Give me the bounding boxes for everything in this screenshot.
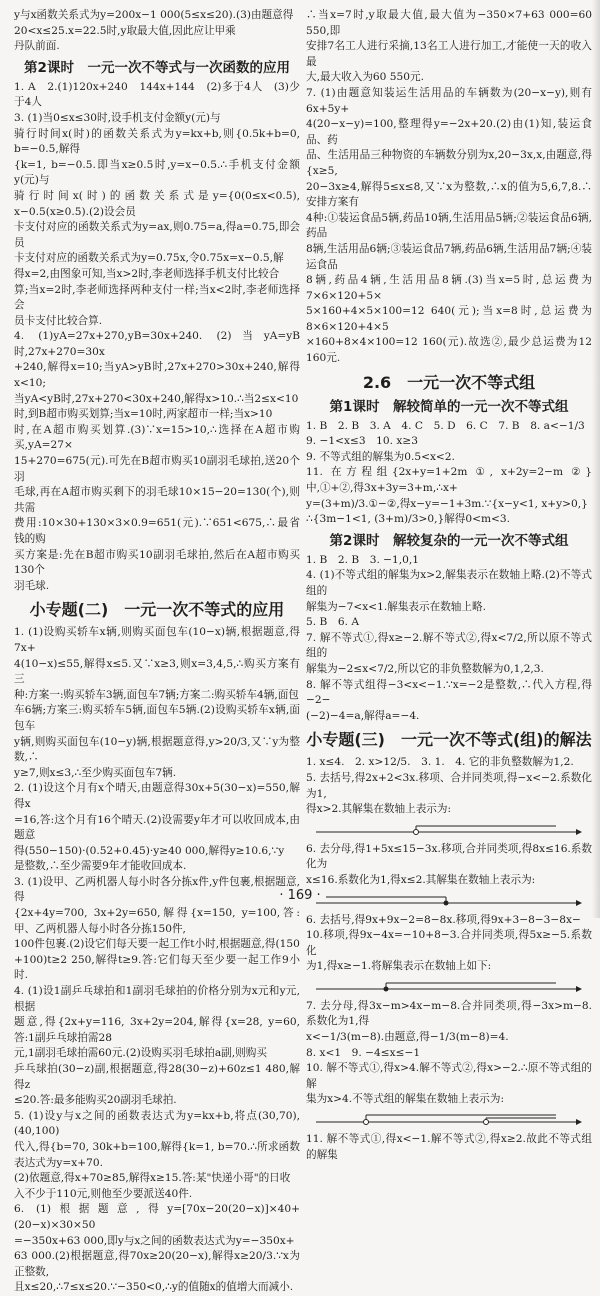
answer-line: 10.移项,得9x−4x=−10+8−3.合并同类项,得5x≥−5.系数化 [306, 929, 592, 957]
page-number: · 169 · [279, 888, 321, 903]
special3-title: 小专题(三) 一元一次不等式(组)的解法 [306, 730, 592, 750]
answer-line: 种:方案一:购买轿车3辆,面包车7辆;方案二:购买轿车4辆,面包 [14, 688, 299, 701]
answer-line: 时,在A超市购买划算.(3)∵x=15>10,∴选择在A超市购买,yA=27× [14, 423, 300, 452]
answer-line: 解集为−7<x<1.解集表示在数轴上略. [306, 600, 486, 613]
right-column [306, 8, 592, 1163]
answer-line: 且x≤20,∴7≤x≤20.∵−350<0,∴y的值随x的值增大而减小. [14, 1281, 294, 1294]
answer-line: 15+270=675(元).可先在B超市购买10副羽毛球拍,送20个羽 [14, 455, 300, 483]
answer-line: 骑行时间x(时)的函数关系式是y={0(0≤x<0.5), x−0.5(x≥0.5).(2)设会员 [14, 189, 300, 218]
special3-answers [306, 755, 592, 1163]
section-2-6-title: 2.6 一元一次不等式组 [362, 372, 536, 392]
special3-part-e [306, 1132, 592, 1163]
answer-line: 7. 解不等式①,得x≥−2.解不等式②,得x<7/2,所以原不等式组的 [306, 631, 592, 660]
answer-line: 8辆,药品4辆,生活用品8辆.(3)当x=5时,总运费为7×6×120+5× [306, 274, 592, 302]
special3-part-c [306, 913, 592, 975]
special3-part-a [306, 755, 592, 817]
answer-line: 7. 去分母,得3x−m>4x−m−8.合并同类项,得−3x>m−8.系数化为1,得 [306, 999, 592, 1028]
answer-line: 安排7名工人进行采摘,13名工人进行加工,才能使一天的收入最 [306, 40, 592, 68]
answer-line: y与x函数关系式为y=200x−1 000(5≤x≤20).(3)由题意得 [14, 9, 294, 21]
answer-line: 4(10−x)≤55,解得x≤5.又∵x≥3,则x=3,4,5,∴购买方案有三 [14, 657, 300, 686]
number-line-3 [306, 977, 592, 997]
answer-line: 4(20−x−y)=100,整理得y=−2x+20.(2)由(1)知,装运食品、药 [306, 118, 592, 146]
answer-line: {k=1, b=−0.5.即当x≥0.5时,y=x−0.5.∴手机支付金额y(元)与 [14, 158, 300, 187]
answer-line: 11. 在方程组{2x+y=1+2m ①, x+2y=2−m ②}中,①+②,得3x+3y=3+m,∴x+ [306, 466, 592, 495]
answer-line: (2)依题意,得x+70≥85,解得x≥15.答:某"快递小哥"的日收 [14, 1172, 291, 1185]
answer-line: 品、生活用品三种物资的车辆数分别为x,20−3x,x,由题意,得{x≥5, [306, 149, 592, 177]
answer-line: 为1,得x≥−1.将解集表示在数轴上如下: [306, 960, 492, 973]
answer-line: 是整数,∴至少需要9年才能收回成本. [14, 860, 187, 873]
lesson2-title: 第2课时 一元一次不等式与一次函数的应用 [24, 59, 290, 76]
right-intro [306, 8, 592, 367]
answer-line: ∴{3m−1<1, (3+m)/3>0,}解得0<m<3. [306, 513, 511, 526]
answer-line: (−2)−4=a,解得a=−4. [306, 709, 420, 722]
answer-line: 1. A 2.(1)120x+240 144x+144 (2)多于4人 (3)少于4人 [14, 80, 300, 109]
answer-line: 4种:①装运食品5辆,药品10辆,生活用品5辆;②装运食品6辆,药品 [306, 211, 592, 240]
answer-line: 买方案是:先在B超市购买10副羽毛球拍,然后在A超市购买130个 [14, 548, 300, 577]
answer-line: 4. (1)yA=27x+270,yB=30x+240. (2)当yA=yB时,27x+270=30x [14, 330, 300, 358]
special2-answers [14, 625, 300, 1296]
answer-line: 5. 去括号,得2x+2<3x.移项、合并同类项,得−x<−2.系数化为1, [306, 771, 592, 800]
answer-line: 6. 去括号,得9x+9x−2=8−8x.移项,得9x+3−8−3−8x− [306, 913, 581, 926]
answer-line: +100)t≥2 250,解得t≥9.答:它们每天至少要一起工作9小时. [14, 953, 300, 982]
number-line-4 [306, 1110, 592, 1130]
answer-line: 7. (1)由题意知装运生活用品的车辆数为(20−x−y),则有6x+5y+ [306, 86, 592, 115]
answer-line: 解集为−2≤x<7/2,所以它的非负整数解为0,1,2,3. [306, 662, 544, 675]
answer-line: 1. (1)设购买轿车x辆,则购买面包车(10−x)辆,根据题意,得7x+ [14, 626, 300, 654]
answer-line: 8. x<1 9. −4≤x≤−1 [306, 1046, 421, 1059]
lesson2b-answers [306, 553, 592, 725]
answer-line: 5×160+4×5×100=12 640(元);当x=8时,总运费为8×6×120+4×5 [306, 305, 592, 333]
answer-line: 算;当x=2时,李老师选择两种支付一样;当x<2时,李老师选择会 [14, 283, 300, 312]
answer-line: 3. (1)设甲、乙两机器人每小时各分拣x件,y件包裹,根据题意,得 [14, 875, 300, 904]
answer-line: 5. B 6. A [306, 616, 359, 629]
special3-part-b [306, 842, 592, 889]
answer-line: 员卡支付比较合算. [14, 314, 103, 327]
answer-line: 9. 不等式组的解集为0.5<x<2. [306, 450, 455, 463]
number-line-1 [306, 820, 592, 840]
special2-title: 小专题(二) 一元一次不等式的应用 [29, 600, 285, 620]
left-column [14, 8, 300, 1296]
answer-line: 毛球,再在A超市购买剩下的羽毛球10×15−20=130(个),则共需 [14, 486, 300, 514]
answer-line: 羽毛球. [14, 579, 50, 592]
answer-line: 20−3x≥4,解得5≤x≤8,又∵x为整数,∴x的值为5,6,7,8.∴安排方案有 [306, 180, 592, 209]
answer-line: 费用:10×30+130×3×0.9=651(元).∵651<675,∴最省钱的购 [14, 517, 300, 545]
answer-line: 5. (1)设y与x之间的函数表达式为y=kx+b,将点(30,70),(40,100) [14, 1109, 300, 1138]
answer-line: 6. 去分母,得1+5x≤15−3x.移项,合并同类项,得8x≤16.系数化为 [306, 842, 592, 871]
answer-line: 11. 解不等式①,得x<−1.解不等式②,得x≥2.故此不等式组的解集 [306, 1133, 592, 1161]
answer-line: 得(550−150)·(0.52+0.45)·y≥40 000,解得y≥10.6,∵y [14, 844, 285, 857]
special3-part-d [306, 999, 592, 1108]
answer-line: y=(3+m)/3.①−②,得x−y=−1+3m.∵{x−y<1, x+y>0,} [306, 497, 588, 510]
answer-line: =16,答:这个月有16个晴天.(2)设需要y年才可以收回成本,由题意 [14, 813, 300, 842]
answer-line: 时,到B超市购买划算;当x=10时,两家超市一样;当x>10 [14, 408, 273, 421]
answer-line: y≥7,则x≤3,∴至少购买面包车7辆. [14, 766, 177, 779]
answer-line: x≤16.系数化为1,得x≤2.其解集在数轴上表示为: [306, 873, 536, 886]
answer-line: 4. (1)不等式组的解集为x>2,解集表示在数轴上略.(2)不等式组的 [306, 569, 592, 597]
answer-line: 2. (1)设这个月有x个晴天,由题意得30x+5(30−x)=550,解得x [14, 782, 300, 810]
answer-line: ≤20.答:最多能购买20副羽毛球拍. [14, 1094, 177, 1107]
answer-line: 10. 解不等式①,得x>4.解不等式②,得x>−2.∴原不等式组的解 [306, 1062, 592, 1090]
answer-line: 63 000.(2)根据题意,得70x≥20(20−x),解得x≥20/3.∵x为正整数, [14, 1250, 300, 1278]
answer-line: 1. B 2. B 3. A 4. C 5. D 6. C 7. B 8. a<−1/3 [306, 419, 585, 432]
answer-line: 得x=2,由图象可知,当x>2时,李老师选择手机支付比较合 [14, 267, 280, 280]
answer-line: 元,1副羽毛球拍需60元.(2)设购买羽毛球拍a副,则购买 [14, 1047, 267, 1060]
answer-line: {2x+4y=700, 3x+2y=650,解得{x=150, y=100,答:甲、乙两机器人每小时各分拣150件, [14, 907, 300, 935]
answer-line: =−350x+63 000,即y与x之间的函数表达式为y=−350x+ [14, 1234, 295, 1247]
answer-line: 乒乓球拍(30−z)副,根据题意,得28(30−z)+60z≤1 480,解得z [14, 1063, 300, 1091]
answer-line: 题意,得{2x+y=116, 3x+2y=204,解得{x=28, y=60,答:1副乒乓球拍需28 [14, 1016, 300, 1044]
answer-line: 当yA<yB时,27x+270<30x+240,解得x>10.∴当2≤x<10 [14, 392, 299, 405]
answer-line: 1. x≤4. 2. x>12/5. 3. 1. 4. 它的非负整数解为1,2. [306, 756, 574, 769]
answer-line: x<−1/3(m−8).由题意,得−1/3(m−8)=4. [306, 1031, 509, 1044]
answer-line: 代入,得{b=70, 30k+b=100,解得{k=1, b=70.∴所求函数表达式为y=x+70. [14, 1140, 300, 1169]
binding-shadow [592, 0, 600, 918]
answer-line: 100件包裹.(2)设它们每天要一起工作t小时,根据题意,得(150 [14, 938, 300, 951]
answer-line: 6. (1)根据题意,得y=[70x−20(20−x)]×40+(20−x)×30×50 [14, 1203, 300, 1231]
answer-line: 骑行时间x(时)的函数关系式为y=kx+b,则{0.5k+b=0, b=−0.5,解得 [14, 127, 300, 156]
answer-line: +240,解得x=10;当yA>yB时,27x+270>30x+240,解得x<10; [14, 361, 300, 390]
answer-line: 大,最大收入为60 550元. [306, 71, 424, 84]
answer-line: 车6辆;方案三:购买轿车5辆,面包车5辆.(2)设购买轿车x辆,面包车 [14, 704, 300, 732]
answer-line: 入不少于110元,则他至少要派送40件. [14, 1187, 193, 1200]
lesson1-answers [306, 419, 592, 528]
answer-line: ∴当x=7时,y取最大值,最大值为−350×7+63 000=60 550,即 [306, 9, 592, 37]
answer-line: 丹队前面. [14, 40, 60, 53]
answer-line: 8. 解不等式组得−3<x<−1.∵x=−2是整数,∴代入方程,得−2− [306, 678, 592, 707]
answer-line: 卡支付对应的函数关系式为y=0.75x,令0.75x=x−0.5,解 [14, 252, 284, 265]
answer-line: 8辆,生活用品6辆;③装运食品7辆,药品6辆,生活用品7辆;④装运食品 [306, 242, 592, 271]
answer-line: 1. B 2. B 3. −1,0,1 [306, 553, 420, 566]
lesson2-answers [14, 80, 300, 595]
answer-line: 4. (1)设1副乒乓球拍和1副羽毛球拍的价格分别为x元和y元,根据 [14, 985, 300, 1013]
answer-line: 得x>2.其解集在数轴上表示为: [306, 803, 452, 816]
answer-line: 3. (1)当0≤x≤30时,设手机支付金额y(元)与 [14, 111, 221, 124]
answer-line: y辆,则购买面包车(10−y)辆,根据题意得,y>20/3,又∵y为整数,∴ [14, 735, 300, 764]
answer-line: 卡支付对应的函数关系式为y=ax,则0.75=a,得a=0.75,即会员 [14, 221, 300, 249]
lesson1-title: 第1课时 解较简单的一元一次不等式组 [329, 398, 569, 415]
answer-line: 集为x>4.不等式组的解集在数轴上表示为: [306, 1093, 505, 1106]
answer-line: 9. −1<x≤3 10. x≥3 [306, 435, 418, 448]
answer-line: 20<x≤25.x=22.5时,y取最大值,因此应让甲乘 [14, 24, 236, 37]
left-intro [14, 8, 300, 55]
lesson2b-title: 第2课时 解较复杂的一元一次不等式组 [329, 532, 569, 549]
answer-line: ×160+8×4×100=12 160(元).故选②,最少总运费为12 160元. [306, 336, 592, 365]
